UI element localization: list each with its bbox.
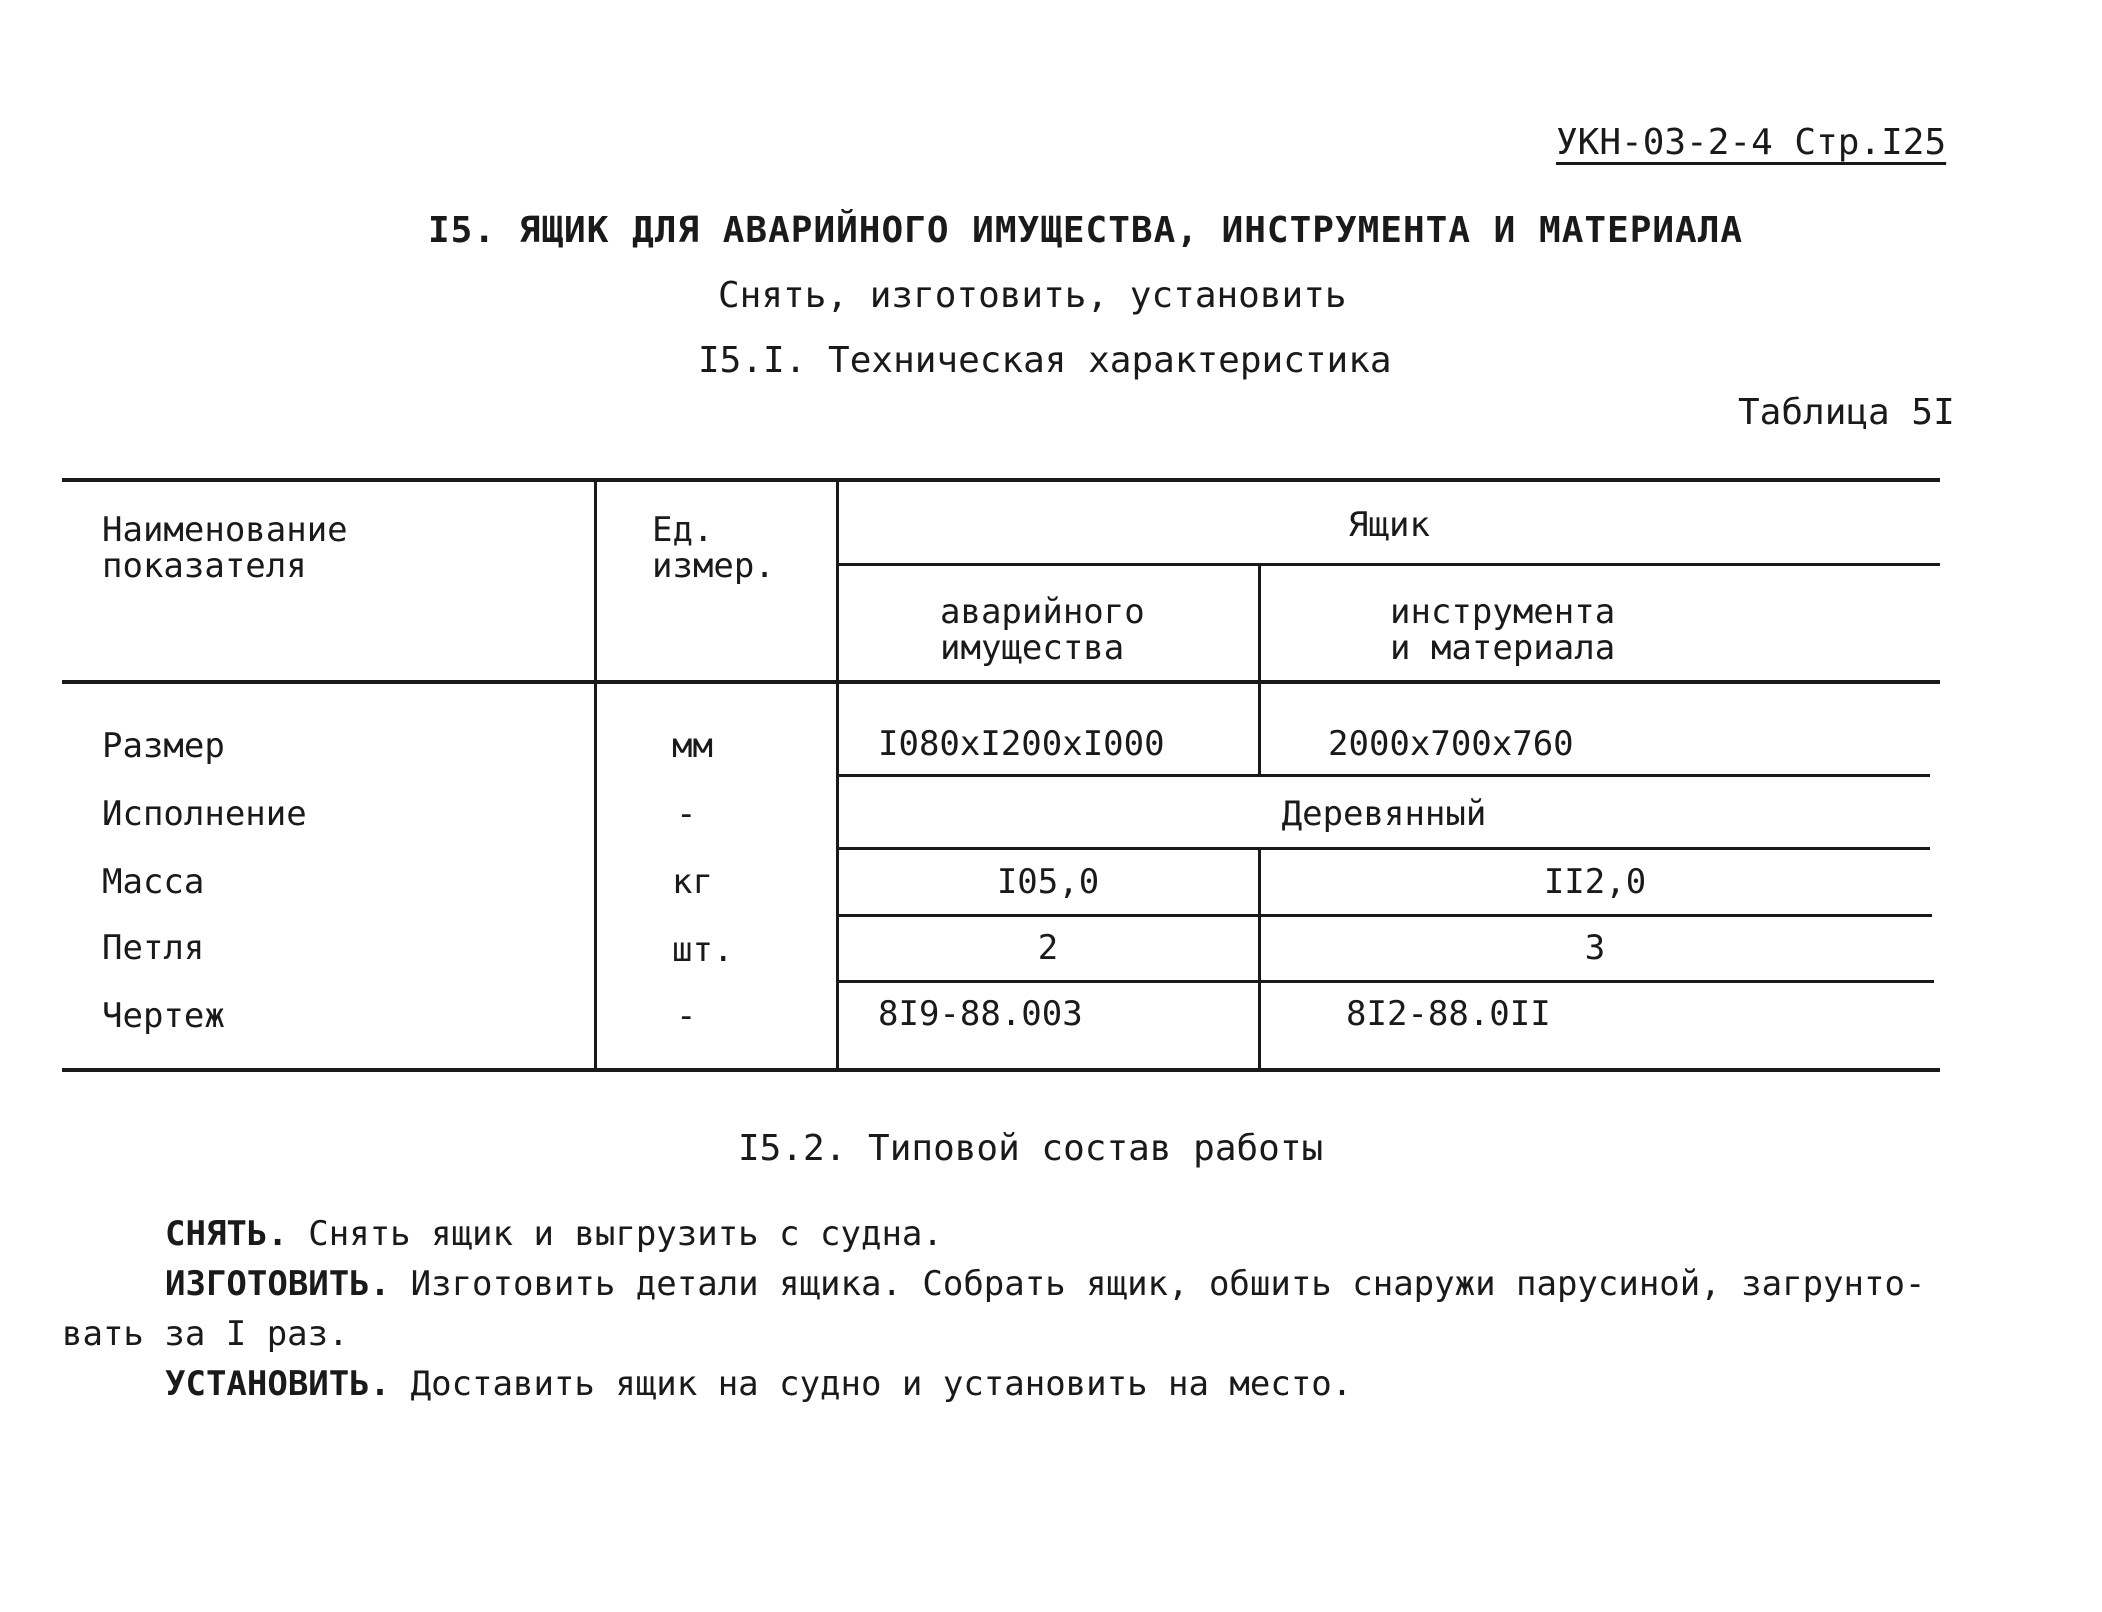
header-col-emergency-line1: аварийного bbox=[940, 592, 1145, 632]
keyword-manufacture: ИЗГОТОВИТЬ. bbox=[165, 1264, 391, 1304]
row-mass-emergency: I05,0 bbox=[996, 862, 1100, 902]
document-code: УКН-03-2-4 Стр.I25 bbox=[1556, 122, 1947, 163]
paragraph-remove bbox=[165, 1214, 943, 1254]
row-design-unit: - bbox=[676, 794, 697, 834]
row-drawing-tools: 8I2-88.0II bbox=[1346, 994, 1551, 1034]
row-rule-3 bbox=[838, 914, 1932, 917]
header-group-box: Ящик bbox=[1348, 505, 1430, 545]
paragraph-manufacture-continuation: вать за I раз. bbox=[62, 1314, 349, 1354]
col-divider-name-unit bbox=[594, 480, 597, 1070]
row-size-emergency: I080xI200xI000 bbox=[878, 724, 1165, 764]
header-col-emergency-line2: имущества bbox=[940, 628, 1125, 668]
row-mass-tools: II2,0 bbox=[1543, 862, 1647, 902]
header-name bbox=[102, 512, 348, 584]
row-hinge-name: Петля bbox=[102, 928, 205, 968]
col-divider-unit-values bbox=[836, 480, 839, 1070]
header-unit bbox=[652, 512, 775, 584]
subsection-heading-work: I5.2. Типовой состав работы bbox=[738, 1128, 1324, 1169]
row-mass-unit: кг bbox=[672, 862, 713, 902]
header-name-line2: показателя bbox=[102, 546, 307, 586]
col-divider-values-top bbox=[1258, 565, 1261, 775]
header-col-tools bbox=[1390, 594, 1615, 666]
row-mass-name: Масса bbox=[102, 862, 205, 902]
row-drawing-emergency: 8I9-88.003 bbox=[878, 994, 1083, 1034]
table-number: Таблица 5I bbox=[1738, 392, 1955, 433]
row-hinge-unit: шт. bbox=[672, 930, 734, 970]
row-drawing-unit: - bbox=[676, 996, 697, 1036]
row-hinge-tools: 3 bbox=[1584, 928, 1606, 968]
keyword-remove: СНЯТЬ. bbox=[165, 1214, 288, 1254]
table-bottom-rule bbox=[62, 1068, 1940, 1072]
paragraph-install bbox=[165, 1364, 1352, 1404]
row-design-name: Исполнение bbox=[102, 794, 307, 834]
header-bottom-rule bbox=[62, 680, 1940, 684]
header-col-tools-line2: и материала bbox=[1390, 628, 1616, 668]
row-rule-4 bbox=[838, 980, 1934, 983]
row-size-name: Размер bbox=[102, 726, 225, 766]
subsection-heading-characteristics: I5.I. Техническая характеристика bbox=[698, 340, 1392, 381]
paragraph-manufacture-text: Изготовить детали ящика. Собрать ящик, обшить снаружи парусиной, загрунто- bbox=[390, 1264, 1926, 1304]
section-subtitle: Снять, изготовить, установить bbox=[718, 275, 1347, 316]
section-title: I5. ЯЩИК ДЛЯ АВАРИЙНОГО ИМУЩЕСТВА, ИНСТРУМЕНТА И МАТЕРИАЛА bbox=[428, 210, 1744, 251]
header-unit-line2: измер. bbox=[652, 546, 775, 586]
paragraph-manufacture bbox=[165, 1264, 1925, 1304]
row-rule-1 bbox=[838, 774, 1930, 777]
header-col-tools-line1: инструмента bbox=[1390, 592, 1616, 632]
keyword-install: УСТАНОВИТЬ. bbox=[165, 1364, 391, 1404]
header-col-emergency bbox=[940, 594, 1145, 666]
row-design-merged: Деревянный bbox=[1281, 794, 1487, 834]
table-top-rule bbox=[62, 478, 1940, 482]
paragraph-remove-text: Снять ящик и выгрузить с судна. bbox=[287, 1214, 943, 1254]
group-header-rule bbox=[838, 563, 1940, 566]
row-hinge-emergency: 2 bbox=[1037, 928, 1059, 968]
row-size-unit: мм bbox=[672, 726, 713, 766]
paragraph-install-text: Доставить ящик на судно и установить на место. bbox=[390, 1364, 1353, 1404]
header-name-line1: Наименование bbox=[102, 510, 348, 550]
row-drawing-name: Чертеж bbox=[102, 996, 225, 1036]
header-unit-line1: Ед. bbox=[652, 510, 714, 550]
row-size-tools: 2000x700x760 bbox=[1328, 724, 1574, 764]
row-rule-2 bbox=[838, 847, 1930, 850]
